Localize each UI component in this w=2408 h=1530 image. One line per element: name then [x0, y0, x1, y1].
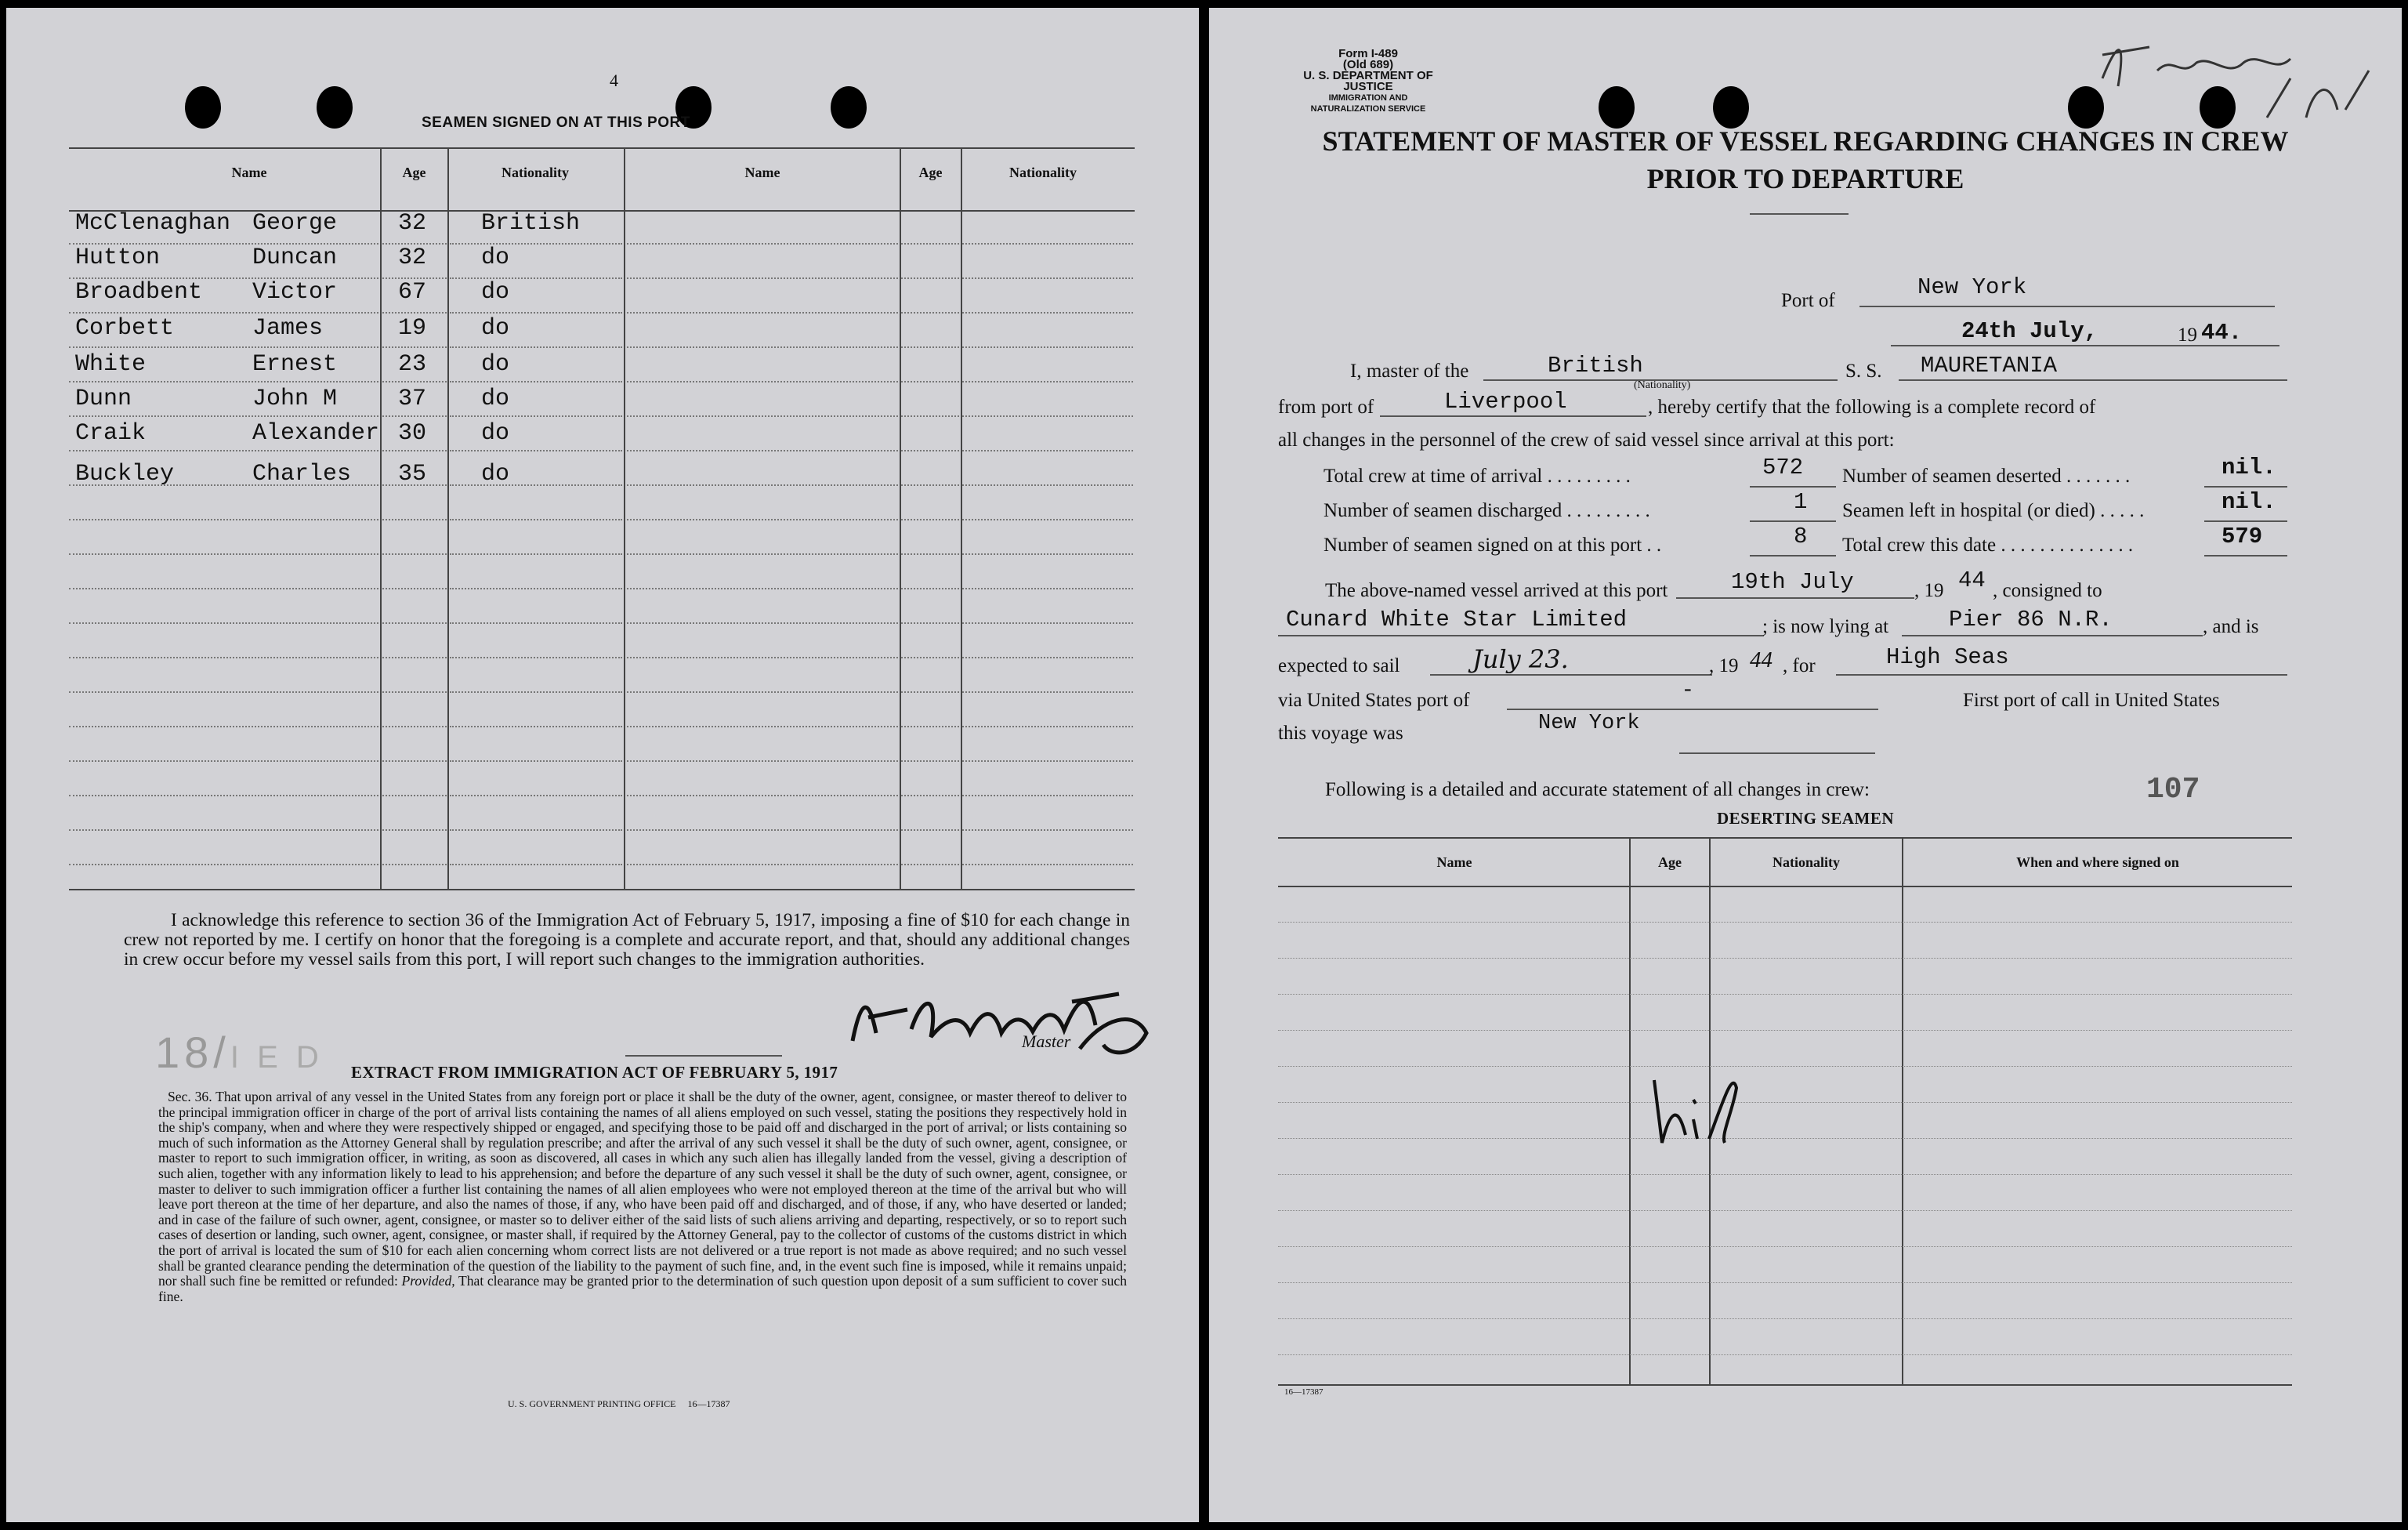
first-call-label: First port of call in United States: [1963, 690, 2220, 711]
certify-text-2: all changes in the personnel of the crew of said vessel since arrival at this port:: [1278, 430, 1895, 451]
extract-text: [158, 1089, 1127, 1304]
crew-stat-label: Total crew this date . . . . . . . . . . . . . .: [1842, 535, 2134, 556]
page-number: 4: [610, 71, 618, 90]
seaman-nationality: do: [481, 351, 510, 378]
arrived-year-prefix: , 19: [1914, 580, 1944, 601]
extract-proviso: Provided,: [401, 1273, 455, 1289]
following-text: Following is a detailed and accurate statement of all changes in crew:: [1325, 779, 1870, 800]
form-title-line1: STATEMENT OF MASTER OF VESSEL REGARDING CHANGES IN CREW: [1322, 125, 2289, 157]
port-value: New York: [1917, 274, 2027, 300]
crew-stat-value: 572: [1762, 455, 1804, 480]
date-value: 24th July,: [1961, 318, 2098, 344]
seaman-given-name: George: [252, 210, 338, 237]
crew-stat-label: Number of seamen signed on at this port . .: [1323, 535, 1662, 556]
date-year: 44.: [2201, 320, 2243, 346]
lying-value: Pier 86 N.R.: [1949, 607, 2113, 633]
seaman-surname: Dunn: [75, 386, 132, 412]
seaman-age: 37: [398, 386, 427, 412]
seamen-signed-on-heading: SEAMEN SIGNED ON AT THIS PORT: [422, 114, 690, 131]
seaman-age: 32: [398, 245, 427, 271]
extract-tail: That clearance may be granted prior to the determination of such question upon deposit of a sum sufficient to cover such fine.: [158, 1273, 1127, 1304]
sail-year-prefix: , 19: [1709, 655, 1739, 676]
seaman-surname: Buckley: [75, 461, 175, 488]
deserting-seamen-heading: DESERTING SEAMEN: [1716, 809, 1895, 828]
form-number: Form I-489: [1338, 47, 1398, 60]
left-page: [6, 8, 1199, 1522]
nationality-caption: (Nationality): [1634, 379, 1691, 391]
right-page: [1209, 8, 2402, 1522]
via-value: -: [1684, 676, 1692, 701]
seaman-given-name: Victor: [252, 279, 338, 306]
column-header-age: Age: [402, 165, 426, 180]
from-port-value: Liverpool: [1444, 389, 1567, 415]
deserting-header-name: Name: [1436, 854, 1472, 870]
seaman-nationality: do: [481, 279, 510, 306]
stamp-number: 107: [2146, 773, 2200, 807]
punch-hole: [317, 86, 353, 129]
seaman-given-name: Charles: [252, 461, 352, 488]
destination: High Seas: [1886, 644, 2009, 670]
form-title-line2: PRIOR TO DEPARTURE: [1646, 163, 1964, 194]
arrived-label: The above-named vessel arrived at this port: [1325, 580, 1668, 601]
seaman-given-name: James: [252, 315, 324, 342]
first-call-port: New York: [1538, 712, 1640, 735]
faded-stamp-text: I E D: [230, 1040, 324, 1075]
crew-stat-label: Seamen left in hospital (or died) . . . . .: [1842, 500, 2145, 521]
seaman-age: 23: [398, 351, 427, 378]
arrived-value: 19th July: [1731, 569, 1854, 595]
master-label: Master: [1022, 1031, 1071, 1051]
seaman-age: 19: [398, 315, 427, 342]
lying-label: ; is now lying at: [1762, 616, 1889, 637]
master-of-label: I, master of the: [1350, 361, 1469, 382]
consignee: Cunard White Star Limited: [1286, 607, 1628, 633]
from-port-label: from port of: [1278, 397, 1374, 418]
crew-stat-value: 579: [2222, 524, 2263, 549]
seaman-surname: White: [75, 351, 147, 378]
deserting-header-signed-on: When and where signed on: [2016, 854, 2179, 870]
column-header-nationality: Nationality: [501, 165, 569, 180]
consigned-label: , consigned to: [1993, 580, 2102, 601]
and-is-label: , and is: [2203, 616, 2259, 637]
extract-body: Sec. 36. That upon arrival of any vessel in the United States from any foreign port or place it shall be the duty of the owner, agent, consignee, or master thereof to deliver to the principal immigration officer in charge of the port of arrival lists containing the names of all aliens employed on such vessel, stating the positions they respectively hold in the ship's company, when and where they were respectively shipped or engaged, and specifying those to be paid off and discharged in the port of arrival; or lists containing so much of such information as the Attorney General shall by regulation prescribe; and after the arrival of any such vessel it shall be the duty of such owner, agent, consignee, or master to report to such immigration officer, in writing, as soon as discovered, all cases in which any such alien has illegally landed from the vessel, giving a description of such alien, together with any information likely to lead to his apprehension; and before the departure of any such vessel it shall be the duty of such owner, agent, consignee, or master to deliver to such immigration officer a further list containing the names of all alien employees who were not employed thereon at the time of the arrival but who will leave port thereon at the time of her departure, and also the names of those, if any, who have been paid off and discharged, and of those, if any, who have deserted or landed; and in case of the failure of such owner, agent, consignee, or master so to deliver either of the said lists of such aliens arriving and departing, respectively, or so to report such cases of desertion or landing, such owner, agent, consignee, or master shall, if required by the Attorney General, pay to the collector of customs of the customs district in which the port of arrival is located the sum of $10 for each alien concerning whom correct lists are not delivered or a true report is not made as above required; and no such vessel shall be granted clearance pending the determination of the question of the liability to the payment of such fine, and, in the event such fine is imposed, while it remains unpaid; nor shall such fine be remitted or refunded:: [158, 1089, 1127, 1289]
column-header-name: Name: [744, 165, 780, 180]
crew-stat-value: 1: [1794, 489, 1808, 515]
seaman-given-name: Alexander: [252, 420, 380, 447]
seaman-nationality: do: [481, 420, 510, 447]
crew-stat-label: Number of seamen discharged . . . . . . . . .: [1323, 500, 1650, 521]
deserting-table: [1278, 837, 2292, 1386]
seaman-nationality: British: [481, 210, 581, 237]
form-title: [1209, 122, 2402, 198]
crew-stat-value: 8: [1794, 524, 1808, 549]
master-signature: [837, 970, 1166, 1064]
date-year-prefix: 19: [2178, 324, 2197, 346]
seaman-given-name: Ernest: [252, 351, 338, 378]
seaman-age: 67: [398, 279, 427, 306]
deserting-header-nationality: Nationality: [1772, 854, 1840, 870]
certify-text: , hereby certify that the following is a complete record of: [1648, 397, 2096, 418]
sail-label: expected to sail: [1278, 655, 1400, 676]
crew-stat-label: Number of seamen deserted . . . . . . .: [1842, 466, 2131, 487]
old-form-number: (Old 689): [1342, 58, 1394, 71]
sail-year: 44: [1750, 647, 1773, 673]
crew-stat-value: nil.: [2222, 489, 2276, 515]
service-name: IMMIGRATION AND NATURALIZATION SERVICE: [1310, 93, 1426, 114]
crew-stat-label: Total crew at time of arrival . . . . . . . . .: [1323, 466, 1631, 487]
seaman-nationality: do: [481, 386, 510, 412]
seaman-given-name: John M: [252, 386, 338, 412]
form-header: [1294, 49, 1443, 114]
seaman-surname: McClenaghan: [75, 210, 231, 237]
seaman-surname: Hutton: [75, 245, 161, 271]
department-name: U. S. DEPARTMENT OF JUSTICE: [1303, 69, 1433, 93]
vessel-nationality: British: [1548, 353, 1643, 379]
footer-code: 16—17387: [1284, 1387, 1323, 1397]
via-label: via United States port of: [1278, 690, 1470, 711]
handwritten-corner-note: [2087, 31, 2384, 125]
seaman-surname: Broadbent: [75, 279, 203, 306]
arrived-year: 44: [1958, 567, 1986, 593]
voyage-label: this voyage was: [1278, 723, 1403, 744]
seaman-nationality: do: [481, 461, 510, 488]
for-label: , for: [1783, 655, 1816, 676]
faded-stamp: 18/I E D: [155, 1028, 324, 1077]
port-label: Port of: [1781, 290, 1835, 311]
sail-date-handwritten: July 23.: [1472, 644, 1569, 674]
ship-name: MAURETANIA: [1921, 353, 2058, 379]
seaman-age: 35: [398, 461, 427, 488]
seaman-nationality: do: [481, 315, 510, 342]
ss-label: S. S.: [1845, 361, 1882, 382]
crew-stat-value: nil.: [2222, 455, 2276, 480]
extract-heading: EXTRACT FROM IMMIGRATION ACT OF FEBRUARY 5, 1917: [351, 1063, 838, 1082]
seaman-age: 30: [398, 420, 427, 447]
deserting-header-age: Age: [1658, 854, 1682, 870]
punch-hole: [185, 86, 221, 129]
seaman-surname: Corbett: [75, 315, 175, 342]
seaman-age: 32: [398, 210, 427, 237]
seaman-nationality: do: [481, 245, 510, 271]
seaman-given-name: Duncan: [252, 245, 338, 271]
punch-hole: [831, 86, 867, 129]
column-header-age: Age: [918, 165, 943, 180]
column-header-name: Name: [231, 165, 267, 180]
printing-office-line: U. S. GOVERNMENT PRINTING OFFICE 16—17387: [508, 1398, 730, 1409]
column-header-nationality: Nationality: [1008, 165, 1077, 180]
seaman-surname: Craik: [75, 420, 147, 447]
acknowledgment-paragraph: I acknowledge this reference to section 36 of the Immigration Act of February 5, 1917, imposing a fine of $10 for each change in crew not reported by me. I certify on honor that the foregoing is a complete and accurate report, and that, should any additional changes in crew occur before my vessel sails from this port, I will report such changes to the immigration authorities.: [124, 910, 1130, 970]
